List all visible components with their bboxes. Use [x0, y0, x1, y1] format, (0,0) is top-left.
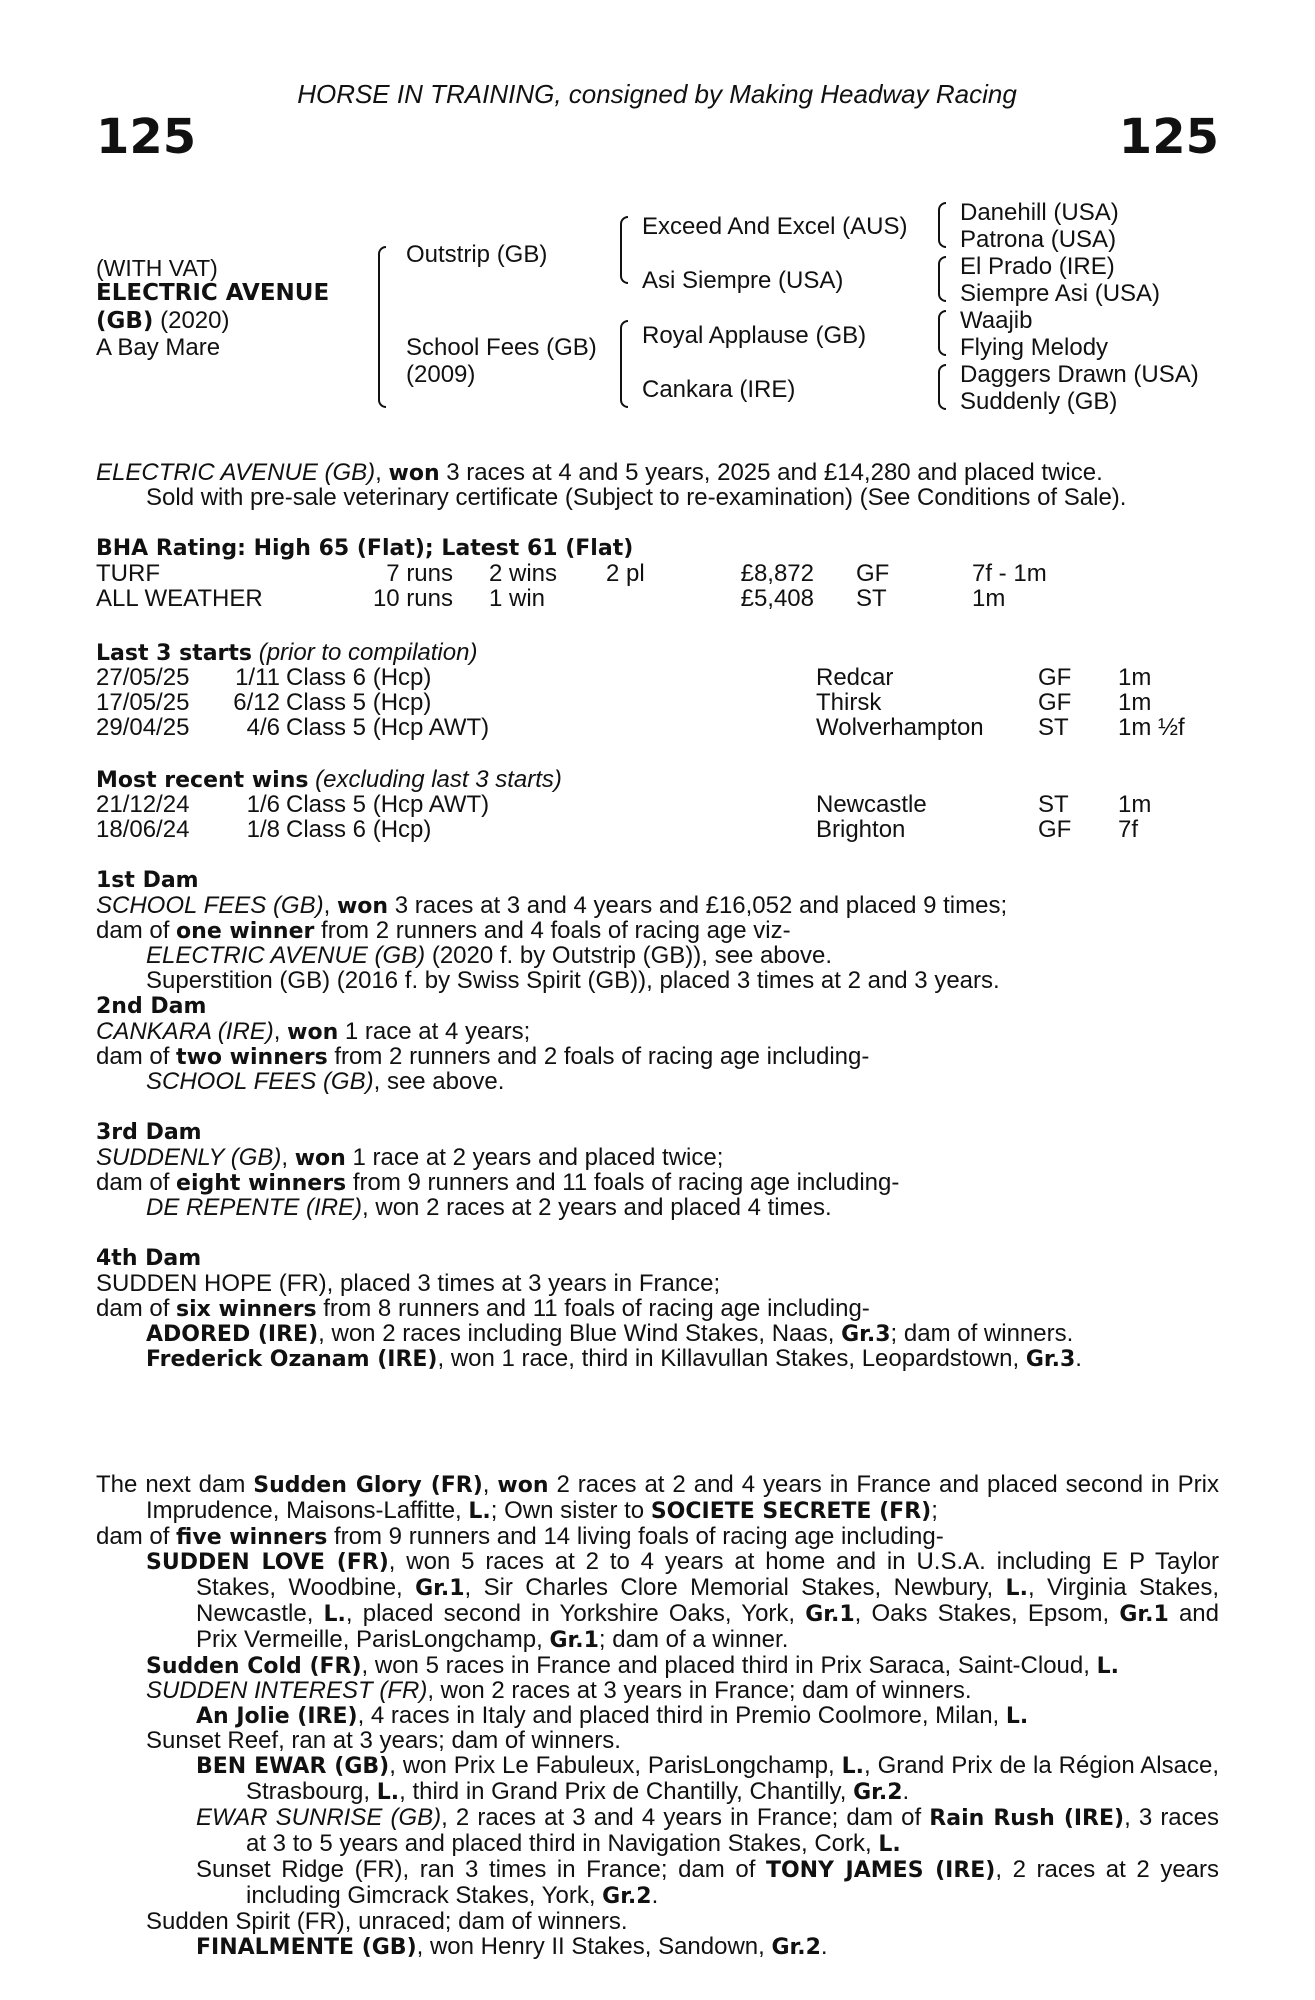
summary-won: won [388, 461, 440, 486]
first-dam-winners: one winner [176, 919, 315, 944]
dam-of-text: dam of [96, 917, 177, 944]
grade: Gr.1 [415, 1576, 465, 1601]
win-row [96, 792, 1219, 817]
third-dam-title: 3rd Dam [96, 1120, 202, 1145]
listed: L. [323, 1602, 346, 1627]
pedigree-brace-g3-4 [938, 364, 946, 410]
listed: L. [841, 1754, 864, 1779]
next-dam-name: Sudden Glory (FR) [253, 1473, 483, 1498]
pedigree-brace-g3-2 [938, 256, 946, 302]
win-distance: 1m [1118, 791, 1152, 818]
produce-details: , Oaks Stakes, Epsom, [854, 1600, 1120, 1627]
win-course: Brighton [816, 816, 906, 843]
start-position: 1/11 [235, 664, 280, 691]
produce-details: , Virginia Stakes, Newcastle, [196, 1574, 1220, 1627]
recent-wins-section [96, 767, 1219, 842]
next-dam-sister: SOCIETE SECRETE (FR) [650, 1499, 932, 1524]
listed: L. [878, 1832, 901, 1857]
second-dam-name: CANKARA (IRE) [96, 1018, 274, 1045]
first-dam-section [96, 868, 1219, 993]
produce-details: , won 2 races including Blue Wind Stakes, Naas, [318, 1320, 842, 1347]
bha-prize: £8,872 [740, 560, 814, 587]
recent-wins-note: (excluding last 3 starts) [308, 766, 562, 793]
fourth-dam-winners: six winners [176, 1297, 317, 1322]
pedigree-brace-g3-1 [938, 202, 946, 248]
grade: Gr.1 [805, 1602, 855, 1627]
pedigree-brace-sire [620, 216, 628, 284]
pedigree-brace-g3-3 [938, 310, 946, 356]
grade: Gr.3 [1025, 1347, 1076, 1372]
grade: Gr.2 [602, 1884, 652, 1909]
produce-entry [96, 1653, 1219, 1678]
sire-sire: Exceed And Excel (AUS) [642, 213, 908, 240]
produce-details: , won 2 races at 3 years in France; dam of winners. [427, 1677, 972, 1704]
produce-details: , won 2 races at 2 years and placed 4 times. [362, 1194, 832, 1221]
start-position: 4/6 [246, 714, 280, 741]
bha-row [96, 586, 1219, 611]
recent-wins-title: Most recent wins [96, 768, 309, 793]
fourth-dam-record: SUDDEN HOPE (FR), placed 3 times at 3 years in France; [96, 1270, 721, 1297]
dam-of-text: dam of [96, 1523, 177, 1550]
produce-details: , 2 races at 2 years including Gimcrack Stakes, York, [246, 1856, 1219, 1909]
g3-6: Daggers Drawn (USA) [960, 361, 1199, 388]
start-class: Class 6 (Hcp) [286, 664, 432, 691]
horse-country: (GB) [96, 308, 154, 334]
win-distance: 7f [1118, 816, 1139, 843]
lot-number-left: 125 [96, 109, 197, 165]
start-row [96, 715, 1219, 740]
bha-prize: £5,408 [740, 585, 814, 612]
bha-runs: 7 runs [386, 560, 453, 587]
produce-name: FINALMENTE (GB) [196, 1935, 417, 1960]
start-row [96, 665, 1219, 690]
produce-name: DE REPENTE (IRE) [146, 1194, 363, 1221]
third-dam-section [96, 1120, 1219, 1220]
first-dam-won: won [336, 894, 389, 919]
listed: L. [1096, 1654, 1119, 1679]
g3-7: Suddenly (GB) [960, 388, 1118, 415]
separator: , [281, 1144, 295, 1171]
start-class: Class 5 (Hcp AWT) [286, 714, 490, 741]
dam-of-text: dam of [96, 1043, 177, 1070]
produce-details: ; dam of a winner. [598, 1626, 789, 1653]
next-dam-record: 2 races at 2 and 4 years in France and placed second in Prix Imprudence, Maisons-Laffitte, [146, 1471, 1220, 1524]
bha-placed: 2 pl [606, 560, 645, 587]
produce-name: Rain Rush (IRE) [929, 1806, 1125, 1831]
dam-sire: Royal Applause (GB) [642, 322, 867, 349]
g3-0: Danehill (USA) [960, 199, 1119, 226]
fourth-dam-section [96, 1246, 1219, 1371]
second-dam-title: 2nd Dam [96, 994, 207, 1019]
dam: School Fees (GB) [406, 334, 597, 361]
last-3-title: Last 3 starts [96, 641, 253, 666]
summary-record: 3 races at 4 and 5 years, 2025 and £14,280 and placed twice. [439, 459, 1103, 486]
produce-entry [96, 1678, 1219, 1703]
fourth-dam-title: 4th Dam [96, 1246, 202, 1271]
produce-details: (2020 f. by Outstrip (GB)), see above. [425, 942, 833, 969]
produce-details: , Sir Charles Clore Memorial Stakes, Newbury, [464, 1574, 1006, 1601]
bha-wins: 2 wins [489, 560, 558, 587]
g3-1: Patrona (USA) [960, 226, 1117, 253]
summary-horse-name: ELECTRIC AVENUE (GB) [96, 459, 376, 486]
produce-name: Frederick Ozanam (IRE) [146, 1347, 438, 1372]
produce-details: . [902, 1778, 910, 1805]
g3-5: Flying Melody [960, 334, 1109, 361]
next-dam-won: won [497, 1473, 549, 1498]
next-dam-section [96, 1472, 1219, 1959]
produce-entry: Sudden Spirit (FR), unraced; dam of winners. [146, 1908, 628, 1935]
produce-details: , see above. [373, 1068, 505, 1095]
produce-details: , placed second in Yorkshire Oaks, York, [345, 1600, 806, 1627]
grade: Gr.2 [771, 1935, 821, 1960]
last-3-note: (prior to compilation) [252, 639, 478, 666]
produce-details: , won Prix Le Fabuleux, ParisLongchamp, [389, 1752, 842, 1779]
produce-details: , won 5 races at 2 to 4 years at home and in U.S.A. including E P Taylor Stakes, Woodbine, [196, 1548, 1219, 1601]
second-dam-winners: two winners [176, 1045, 328, 1070]
horse-origin-year [96, 308, 229, 334]
win-row [96, 817, 1219, 842]
start-going: GF [1038, 664, 1072, 691]
produce-details: ; dam of winners. [890, 1320, 1074, 1347]
produce-details: , won 5 races in France and placed third in Prix Saraca, Saint-Cloud, [361, 1652, 1097, 1679]
second-dam-record: 1 race at 4 years; [338, 1018, 531, 1045]
second-dam-foals: from 2 runners and 2 foals of racing age including- [327, 1043, 870, 1070]
bha-distance: 7f - 1m [972, 560, 1047, 587]
listed: L. [1005, 1576, 1028, 1601]
produce-details: , won 1 race, third in Killavullan Stakes, Leopardstown, [437, 1345, 1026, 1372]
produce-entry [96, 1857, 1219, 1909]
sire: Outstrip (GB) [406, 241, 548, 268]
bha-going: ST [856, 585, 887, 612]
start-distance: 1m [1118, 664, 1152, 691]
lot-number-right: 125 [1118, 109, 1219, 165]
grade: Gr.1 [549, 1628, 599, 1653]
produce-entry [96, 1805, 1219, 1857]
bha-surface: TURF [96, 560, 160, 587]
produce-details: . [651, 1882, 659, 1909]
next-dam-record: ; Own sister to [490, 1497, 651, 1524]
start-row [96, 690, 1219, 715]
produce-entry: Sunset Reef, ran at 3 years; dam of winners. [146, 1727, 621, 1754]
next-dam-winners: five winners [176, 1525, 328, 1550]
produce-name: TONY JAMES (IRE) [765, 1858, 996, 1883]
g3-4: Waajib [960, 307, 1033, 334]
win-date: 21/12/24 [96, 791, 190, 818]
bha-rating-section [96, 536, 1219, 611]
produce-details: , won Henry II Stakes, Sandown, [416, 1933, 772, 1960]
produce-details: , 2 races at 3 and 4 years in France; dam of [441, 1804, 930, 1831]
produce-details: , 4 races in Italy and placed third in Premio Coolmore, Milan, [357, 1702, 1006, 1729]
win-position: 1/6 [246, 791, 280, 818]
first-dam-foals: from 2 runners and 4 foals of racing age viz- [314, 917, 791, 944]
produce-name: Sudden Cold (FR) [146, 1654, 362, 1679]
produce-name: ADORED (IRE) [146, 1322, 319, 1347]
dam-of-text: dam of [96, 1169, 177, 1196]
next-dam-label: The next dam [96, 1471, 254, 1498]
bha-rating-title: BHA Rating: High 65 (Flat); Latest 61 (Flat) [96, 536, 634, 561]
race-summary: ELECTRIC AVENUE (GB), won 3 races at 4 and 5 years, 2025 and £14,280 and placed twice. Sold with pre-sale veterinary certificate (Subject to re-examination) (See Conditions of Sale). [96, 460, 1219, 510]
last-3-starts-section [96, 640, 1219, 740]
bha-wins: 1 win [489, 585, 546, 612]
grade: Gr.1 [1119, 1602, 1169, 1627]
third-dam-foals: from 9 runners and 11 foals of racing age including- [346, 1169, 900, 1196]
produce-details: Superstition (GB) (2016 f. by Swiss Spirit (GB)), placed 3 times at 2 and 3 years. [146, 967, 1000, 994]
dam-year: (2009) [406, 361, 476, 388]
start-distance: 1m ½f [1118, 714, 1185, 741]
produce-name: An Jolie (IRE) [196, 1704, 358, 1729]
grade: Gr.2 [853, 1780, 903, 1805]
produce-details: and Prix Vermeille, ParisLongchamp, [196, 1600, 1219, 1653]
win-course: Newcastle [816, 791, 927, 818]
win-position: 1/8 [246, 816, 280, 843]
pedigree-brace-main [378, 246, 386, 408]
bha-row [96, 561, 1219, 586]
third-dam-record: 1 race at 2 years and placed twice; [345, 1144, 724, 1171]
first-dam-name: SCHOOL FEES (GB) [96, 892, 324, 919]
start-course: Redcar [816, 664, 894, 691]
start-going: GF [1038, 689, 1072, 716]
start-date: 17/05/25 [96, 689, 190, 716]
second-dam-won: won [287, 1020, 339, 1045]
g3-2: El Prado (IRE) [960, 253, 1115, 280]
start-course: Wolverhampton [816, 714, 984, 741]
dam-dam: Cankara (IRE) [642, 376, 796, 403]
produce-name: SUDDEN LOVE (FR) [146, 1550, 389, 1575]
produce-name: EWAR SUNRISE (GB) [196, 1804, 442, 1831]
third-dam-won: won [294, 1146, 346, 1171]
produce-details: Sunset Ridge (FR), ran 3 times in France; dam of [196, 1856, 766, 1883]
start-date: 29/04/25 [96, 714, 190, 741]
bha-runs: 10 runs [372, 585, 453, 612]
start-position: 6/12 [233, 689, 280, 716]
horse-description: A Bay Mare [96, 334, 221, 361]
produce-details: . [820, 1933, 828, 1960]
bha-surface: ALL WEATHER [96, 585, 263, 612]
separator: , [273, 1018, 288, 1045]
next-dam-intro [96, 1472, 1219, 1524]
start-going: ST [1038, 714, 1069, 741]
second-dam-section [96, 994, 1219, 1094]
bha-distance: 1m [972, 585, 1006, 612]
start-distance: 1m [1118, 689, 1152, 716]
horse-year: (2020) [153, 307, 230, 334]
produce-details: , 3 races at 3 to 5 years and placed third in Navigation Stakes, Cork, [246, 1804, 1220, 1857]
fourth-dam-foals: from 8 runners and 11 foals of racing age including- [316, 1295, 870, 1322]
next-dam-foals: from 9 runners and 14 living foals of racing age including- [327, 1523, 944, 1550]
produce-name: ELECTRIC AVENUE (GB) [146, 942, 426, 969]
win-going: GF [1038, 816, 1072, 843]
separator: , [323, 892, 337, 919]
produce-details: , third in Grand Prix de Chantilly, Chantilly, [399, 1778, 854, 1805]
produce-entry [96, 1753, 1219, 1805]
produce-name: SUDDEN INTEREST (FR) [146, 1677, 428, 1704]
horse-name: ELECTRIC AVENUE [96, 280, 330, 306]
summary-vet-note: Sold with pre-sale veterinary certificate (Subject to re-examination) (See Conditions of Sale). [146, 484, 1127, 511]
produce-entry [96, 1703, 1219, 1728]
third-dam-name: SUDDENLY (GB) [96, 1144, 282, 1171]
grade: Gr.3 [841, 1322, 891, 1347]
produce-entry [96, 1549, 1219, 1653]
g3-3: Siempre Asi (USA) [960, 280, 1161, 307]
separator: , [482, 1471, 498, 1498]
catalogue-header: HORSE IN TRAINING, consigned by Making Headway Racing [297, 79, 1017, 109]
produce-details: , Grand Prix de la Région Alsace, Strasbourg, [246, 1752, 1219, 1805]
sire-dam: Asi Siempre (USA) [642, 267, 844, 294]
listed: L. [468, 1499, 491, 1524]
win-class: Class 5 (Hcp AWT) [286, 791, 490, 818]
pedigree-brace-dam [620, 320, 628, 408]
dam-of-text: dam of [96, 1295, 177, 1322]
start-course: Thirsk [816, 689, 882, 716]
listed: L. [376, 1780, 400, 1805]
produce-name: SCHOOL FEES (GB) [146, 1068, 374, 1095]
vat-note: (WITH VAT) [96, 255, 218, 281]
win-going: ST [1038, 791, 1069, 818]
third-dam-winners: eight winners [176, 1171, 347, 1196]
start-class: Class 5 (Hcp) [286, 689, 432, 716]
bha-going: GF [856, 560, 890, 587]
win-date: 18/06/24 [96, 816, 190, 843]
win-class: Class 6 (Hcp) [286, 816, 432, 843]
listed: L. [1005, 1704, 1029, 1729]
produce-name: BEN EWAR (GB) [196, 1754, 390, 1779]
produce-entry [96, 1934, 1219, 1959]
next-dam-record: ; [931, 1497, 938, 1524]
start-date: 27/05/25 [96, 664, 190, 691]
produce-details: . [1075, 1345, 1082, 1372]
first-dam-title: 1st Dam [96, 868, 199, 893]
first-dam-record: 3 races at 3 and 4 years and £16,052 and placed 9 times; [388, 892, 1008, 919]
